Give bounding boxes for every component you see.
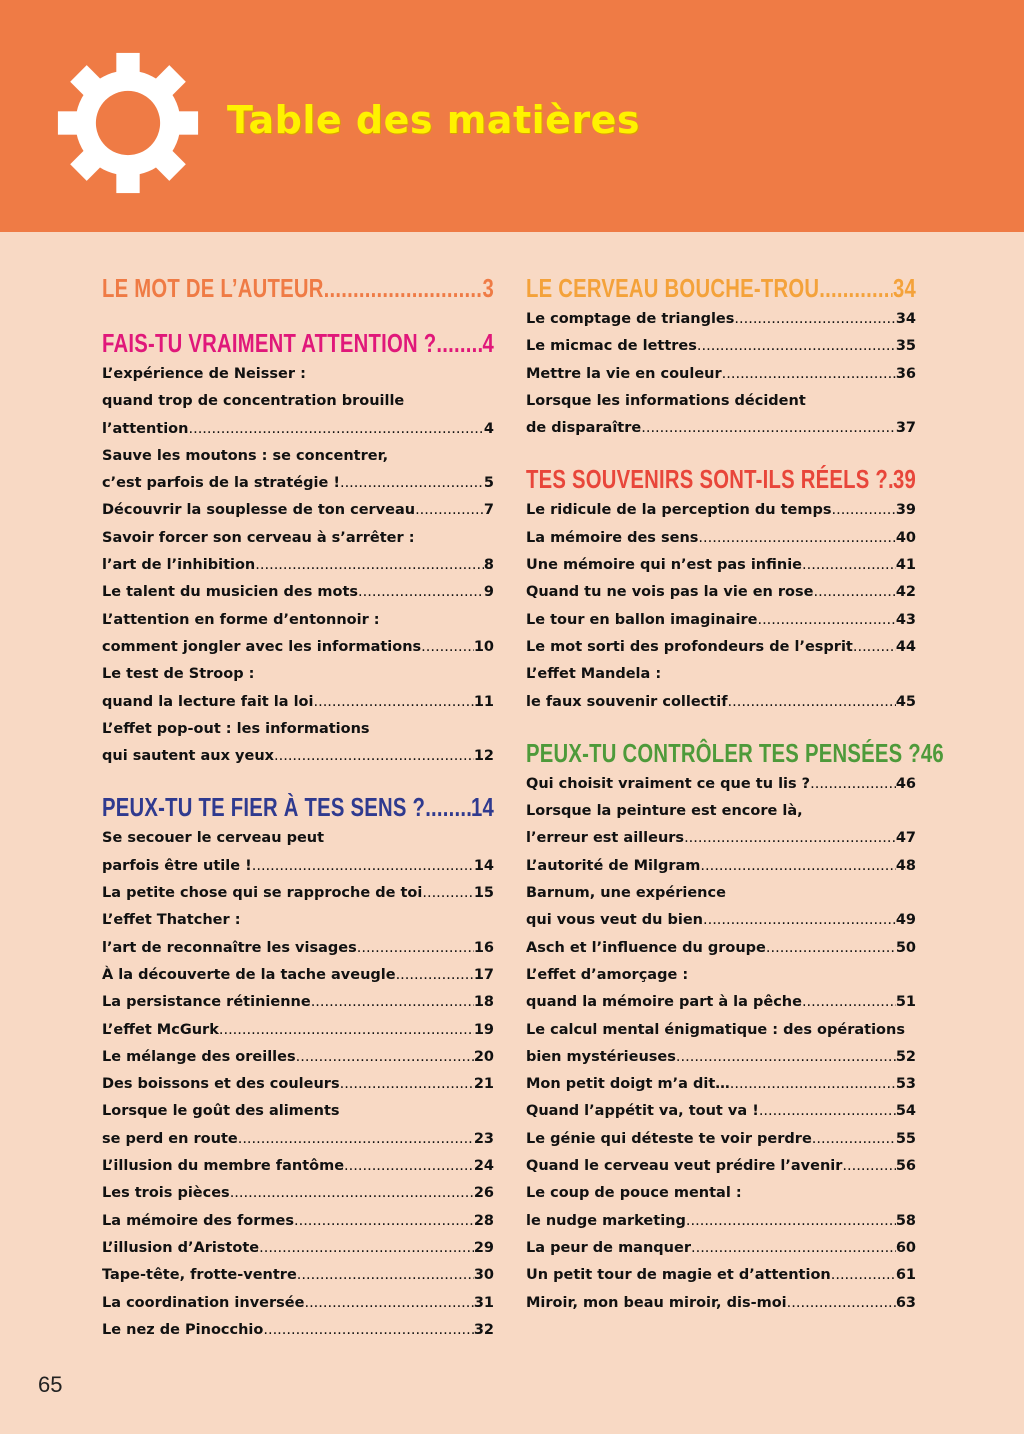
section-page: 39 xyxy=(892,464,916,495)
section-page: 34 xyxy=(892,273,916,303)
toc-section xyxy=(102,270,494,306)
entry-page: 17 xyxy=(473,966,494,983)
entry-title: Le mot sorti des profondeurs de l’esprit xyxy=(526,638,853,655)
dot-leader xyxy=(304,1290,473,1317)
toc-entry[interactable] xyxy=(102,497,494,524)
dot-leader xyxy=(436,325,482,361)
toc-entry[interactable] xyxy=(526,415,916,442)
entry-title: quand la mémoire part à la pêche xyxy=(526,994,802,1011)
entry-page: 45 xyxy=(895,693,916,710)
toc-entry[interactable] xyxy=(526,1098,916,1125)
dot-leader xyxy=(297,1262,474,1289)
entry-line[interactable]: Barnum, une expérience xyxy=(526,885,726,902)
toc-entry[interactable] xyxy=(526,607,916,634)
entry-title: La mémoire des formes xyxy=(102,1212,294,1229)
section-title: LE MOT DE L’AUTEUR xyxy=(102,273,324,303)
page-number: 65 xyxy=(38,1372,63,1397)
section-title: FAIS-TU VRAIMENT ATTENTION ? xyxy=(102,328,437,358)
section-page: 14 xyxy=(470,792,494,823)
entry-page: 30 xyxy=(473,1267,494,1284)
entry-page: 49 xyxy=(895,912,916,929)
toc-entry[interactable] xyxy=(102,416,494,443)
dot-leader xyxy=(357,935,474,962)
dot-leader xyxy=(684,825,896,852)
entry-page: 24 xyxy=(473,1158,494,1175)
entry-page: 51 xyxy=(895,994,916,1011)
dot-leader xyxy=(831,497,895,524)
dot-leader xyxy=(766,935,896,962)
section-heading[interactable] xyxy=(102,325,494,361)
entry-page: 52 xyxy=(895,1048,916,1065)
dot-leader xyxy=(814,579,896,606)
toc-entry[interactable] xyxy=(102,1180,494,1207)
toc-entry[interactable] xyxy=(526,771,916,798)
dot-leader xyxy=(802,989,896,1016)
entry-title: Tape-tête, frotte-ventre xyxy=(102,1267,297,1284)
entry-line[interactable]: Lorsque la peinture est encore là, xyxy=(526,803,803,820)
entry-page: 41 xyxy=(895,557,916,574)
page-title: Table des matières xyxy=(227,98,641,142)
toc-section xyxy=(102,789,494,1344)
dot-leader xyxy=(421,634,474,661)
toc-entry[interactable] xyxy=(102,1126,494,1153)
entry-title: La mémoire des sens xyxy=(526,529,699,546)
entry-page: 55 xyxy=(895,1130,916,1147)
toc-entry[interactable] xyxy=(102,989,494,1016)
entry-line[interactable]: Le test de Stroop : xyxy=(102,666,255,683)
dot-leader xyxy=(340,1071,474,1098)
entry-title: l’erreur est ailleurs xyxy=(526,830,685,847)
toc-section xyxy=(526,270,916,442)
entry-page: 18 xyxy=(473,994,494,1011)
dot-leader xyxy=(296,1044,474,1071)
dot-leader xyxy=(230,1180,474,1207)
toc-entry[interactable] xyxy=(102,1208,494,1235)
entry-title: l’art de l’inhibition xyxy=(102,557,256,574)
entry-page: 43 xyxy=(895,611,916,628)
dot-leader xyxy=(340,470,484,497)
section-title: LE CERVEAU BOUCHE-TROU xyxy=(526,273,820,303)
entry-page: 4 xyxy=(483,420,494,437)
toc-entry[interactable] xyxy=(526,689,916,716)
entry-title: À la découverte de la tache aveugle xyxy=(102,966,396,983)
toc-entry[interactable] xyxy=(102,689,494,716)
entry-title: parfois être utile ! xyxy=(102,857,252,874)
section-heading[interactable] xyxy=(526,461,916,497)
entry-page: 9 xyxy=(483,584,494,601)
dot-leader xyxy=(730,1071,896,1098)
entry-page: 56 xyxy=(895,1158,916,1175)
section-title: PEUX-TU CONTRÔLER TES PENSÉES ? xyxy=(526,737,921,768)
dot-leader xyxy=(641,415,896,442)
toc-entry[interactable] xyxy=(526,1071,916,1098)
entry-page: 26 xyxy=(473,1185,494,1202)
entry-title: de disparaître xyxy=(526,420,642,437)
entry-title: Mon petit doigt m’a dit… xyxy=(526,1076,730,1093)
dot-leader xyxy=(188,416,483,443)
toc-section xyxy=(526,461,916,715)
entry-page: 14 xyxy=(473,857,494,874)
entry-page: 39 xyxy=(895,502,916,519)
toc-right-column xyxy=(526,270,944,1317)
entry-title: Le mélange des oreilles xyxy=(102,1048,296,1065)
entry-page: 21 xyxy=(473,1076,494,1093)
entry-title: L’effet McGurk xyxy=(102,1021,219,1038)
toc-entry[interactable] xyxy=(526,497,916,524)
dot-leader xyxy=(700,853,895,880)
toc-entry[interactable] xyxy=(102,853,494,880)
dot-leader xyxy=(698,525,895,552)
section-spacer xyxy=(102,306,494,325)
dot-leader xyxy=(422,880,473,907)
dot-leader xyxy=(697,333,896,360)
section-heading[interactable] xyxy=(102,270,494,306)
dot-leader xyxy=(686,1208,896,1235)
entry-title: L’autorité de Milgram xyxy=(526,857,701,874)
entry-page: 19 xyxy=(473,1021,494,1038)
dot-leader xyxy=(425,789,471,825)
section-heading[interactable] xyxy=(526,270,916,306)
dot-leader xyxy=(787,1290,896,1317)
dot-leader xyxy=(728,689,896,716)
toc-entry[interactable] xyxy=(102,1235,494,1262)
entry-line[interactable]: L’effet Mandela : xyxy=(526,666,662,683)
entry-title: qui vous veut du bien xyxy=(526,912,703,929)
dot-leader xyxy=(324,270,483,306)
toc-left-column xyxy=(102,270,494,1344)
section-title: PEUX-TU TE FIER À TES SENS ? xyxy=(102,792,426,823)
entry-title: Des boissons et des couleurs xyxy=(102,1076,340,1093)
toc-entry[interactable] xyxy=(526,579,916,606)
entry-line[interactable]: Le calcul mental énigmatique : des opérations xyxy=(526,1021,905,1038)
entry-title: Mettre la vie en couleur xyxy=(526,365,722,382)
toc-entry[interactable] xyxy=(102,880,494,907)
entry-line[interactable]: quand trop de concentration brouille xyxy=(102,393,405,410)
dot-leader xyxy=(757,607,895,634)
toc-entry[interactable] xyxy=(102,1044,494,1071)
entry-title: Découvrir la souplesse de ton cerveau xyxy=(102,502,416,519)
entry-title: Le micmac de lettres xyxy=(526,338,697,355)
entry-line[interactable]: L’effet Thatcher : xyxy=(102,912,241,929)
entry-title: Miroir, mon beau miroir, dis-moi xyxy=(526,1294,787,1311)
entry-page: 32 xyxy=(473,1321,494,1338)
entry-title: qui sautent aux yeux xyxy=(102,748,274,765)
toc-entry[interactable] xyxy=(102,1071,494,1098)
dot-leader xyxy=(344,1153,474,1180)
dot-leader xyxy=(311,989,474,1016)
dot-leader xyxy=(263,1317,473,1344)
entry-title: L’illusion du membre fantôme xyxy=(102,1158,345,1175)
toc-entry[interactable] xyxy=(102,1017,494,1044)
entry-line[interactable]: Lorsque le goût des aliments xyxy=(102,1103,340,1120)
entry-page: 60 xyxy=(895,1239,916,1256)
section-spacer xyxy=(526,716,916,735)
dot-leader xyxy=(358,579,484,606)
toc-entry[interactable] xyxy=(526,1153,916,1180)
toc-entry[interactable] xyxy=(102,962,494,989)
gear-icon xyxy=(55,50,201,196)
entry-line[interactable]: L’expérience de Neisser : xyxy=(102,366,306,382)
entry-line[interactable]: L’effet d’amorçage : xyxy=(526,966,689,983)
entry-line[interactable]: L’effet pop-out : les informations xyxy=(102,720,370,737)
toc-entry[interactable] xyxy=(526,853,916,880)
entry-page: 15 xyxy=(473,885,494,902)
entry-page: 29 xyxy=(473,1239,494,1256)
dot-leader xyxy=(313,689,473,716)
entry-title: Une mémoire qui n’est pas infinie xyxy=(526,557,803,574)
dot-leader xyxy=(759,1098,896,1125)
entry-line[interactable]: Sauve les moutons : se concentrer, xyxy=(102,447,389,464)
entry-title: Asch et l’influence du groupe xyxy=(526,939,766,956)
dot-leader xyxy=(703,907,896,934)
dot-leader xyxy=(722,361,896,388)
entry-title: L’illusion d’Aristote xyxy=(102,1239,260,1256)
entry-page: 48 xyxy=(895,857,916,874)
entry-title: Quand l’appétit va, tout va ! xyxy=(526,1103,759,1120)
entry-page: 31 xyxy=(473,1294,494,1311)
toc-entry[interactable] xyxy=(526,361,916,388)
toc-entry[interactable] xyxy=(102,1290,494,1317)
toc-section xyxy=(526,735,944,1317)
dot-leader xyxy=(842,1153,895,1180)
entry-title: Quand tu ne vois pas la vie en rose xyxy=(526,584,814,601)
entry-title: se perd en route xyxy=(102,1130,238,1147)
entry-page: 47 xyxy=(895,830,916,847)
entry-page: 11 xyxy=(473,693,494,710)
entry-page: 61 xyxy=(895,1267,916,1284)
entry-page: 54 xyxy=(895,1103,916,1120)
dot-leader xyxy=(831,1262,896,1289)
entry-page: 35 xyxy=(895,338,916,355)
toc-entry[interactable] xyxy=(102,935,494,962)
dot-leader xyxy=(396,962,474,989)
entry-page: 50 xyxy=(895,939,916,956)
entry-title: quand la lecture fait la loi xyxy=(102,693,314,710)
toc-entry[interactable] xyxy=(526,825,916,852)
toc-entry[interactable] xyxy=(526,634,916,661)
entry-page: 34 xyxy=(895,311,916,327)
dot-leader xyxy=(812,1126,896,1153)
section-heading[interactable] xyxy=(526,735,944,771)
toc-entry[interactable] xyxy=(526,907,916,934)
entry-page: 37 xyxy=(895,420,916,437)
entry-page: 36 xyxy=(895,365,916,382)
entry-page: 58 xyxy=(895,1212,916,1229)
entry-line[interactable]: Se secouer le cerveau peut xyxy=(102,830,325,847)
toc-entry[interactable] xyxy=(526,989,916,1016)
entry-title: La persistance rétinienne xyxy=(102,994,311,1011)
entry-title: Quand le cerveau veut prédire l’avenir xyxy=(526,1158,843,1175)
section-page: 46 xyxy=(920,737,944,768)
toc-entry[interactable] xyxy=(526,1262,916,1289)
entry-page: 23 xyxy=(473,1130,494,1147)
dot-leader xyxy=(252,853,474,880)
toc-entry[interactable] xyxy=(102,470,494,497)
dot-leader xyxy=(238,1126,474,1153)
toc-entry[interactable] xyxy=(526,1044,916,1071)
entry-line[interactable]: Savoir forcer son cerveau à s’arrêter : xyxy=(102,529,415,546)
entry-title: Qui choisit vraiment ce que tu lis ? xyxy=(526,775,811,792)
entry-page: 7 xyxy=(483,502,494,519)
toc-entry[interactable] xyxy=(102,552,494,579)
entry-page: 10 xyxy=(473,638,494,655)
section-spacer xyxy=(526,442,916,461)
toc-entry[interactable] xyxy=(526,1208,916,1235)
section-heading[interactable] xyxy=(102,789,494,825)
toc-section xyxy=(102,325,494,770)
entry-title: Le ridicule de la perception du temps xyxy=(526,502,832,519)
entry-title: l’art de reconnaître les visages xyxy=(102,939,357,956)
toc-entry[interactable] xyxy=(526,1235,916,1262)
dot-leader xyxy=(259,1235,474,1262)
toc-entry[interactable] xyxy=(102,1317,494,1344)
entry-title: bien mystérieuses xyxy=(526,1048,676,1065)
dot-leader xyxy=(676,1044,896,1071)
section-title: TES SOUVENIRS SONT-ILS RÉELS ? xyxy=(526,464,888,495)
entry-title: l’attention xyxy=(102,420,189,437)
dot-leader xyxy=(810,771,896,798)
toc-entry[interactable] xyxy=(102,1153,494,1180)
entry-title: Un petit tour de magie et d’attention xyxy=(526,1267,831,1284)
header-banner xyxy=(0,0,1024,232)
toc-entry[interactable] xyxy=(102,743,494,770)
entry-title: le nudge marketing xyxy=(526,1212,686,1229)
entry-line[interactable]: Lorsque les informations décident xyxy=(526,392,806,409)
toc-entry[interactable] xyxy=(102,579,494,606)
section-page: 3 xyxy=(482,273,494,303)
entry-title: Le talent du musicien des mots xyxy=(102,584,359,601)
dot-leader xyxy=(691,1235,896,1262)
toc-entry[interactable] xyxy=(526,935,916,962)
section-page: 4 xyxy=(482,328,494,358)
toc-entry[interactable] xyxy=(526,552,916,579)
dot-leader xyxy=(294,1208,474,1235)
entry-page: 42 xyxy=(895,584,916,601)
entry-title: La petite chose qui se rapproche de toi xyxy=(102,885,423,902)
entry-title: Le génie qui déteste te voir perdre xyxy=(526,1130,812,1147)
entry-page: 8 xyxy=(483,557,494,574)
entry-title: Le comptage de triangles xyxy=(526,311,735,327)
entry-title: comment jongler avec les informations xyxy=(102,638,422,655)
entry-title: le faux souvenir collectif xyxy=(526,693,728,710)
dot-leader xyxy=(802,552,896,579)
entry-page: 46 xyxy=(895,775,916,792)
entry-title: Les trois pièces xyxy=(102,1185,230,1202)
dot-leader xyxy=(255,552,484,579)
toc-entry[interactable] xyxy=(526,525,916,552)
entry-page: 12 xyxy=(473,748,494,765)
entry-title: La coordination inversée xyxy=(102,1294,305,1311)
dot-leader xyxy=(274,743,474,770)
entry-page: 40 xyxy=(895,529,916,546)
entry-page: 16 xyxy=(473,939,494,956)
dot-leader xyxy=(219,1017,474,1044)
entry-title: Le nez de Pinocchio xyxy=(102,1321,264,1338)
dot-leader xyxy=(734,306,895,333)
toc-entry[interactable] xyxy=(102,634,494,661)
dot-leader xyxy=(819,270,893,306)
dot-leader xyxy=(415,497,484,524)
toc-entry[interactable] xyxy=(526,1126,916,1153)
toc-entry[interactable] xyxy=(526,1290,916,1317)
section-spacer xyxy=(102,770,494,789)
entry-page: 5 xyxy=(483,475,494,492)
entry-page: 28 xyxy=(473,1212,494,1229)
entry-title: c’est parfois de la stratégie ! xyxy=(102,475,340,492)
entry-page: 20 xyxy=(473,1048,494,1065)
dot-leader xyxy=(853,634,896,661)
entry-line[interactable]: L’attention en forme d’entonnoir : xyxy=(102,611,380,628)
toc-entry[interactable] xyxy=(526,333,916,360)
toc-entry[interactable] xyxy=(526,306,916,333)
entry-line[interactable]: Le coup de pouce mental : xyxy=(526,1185,742,1202)
entry-page: 63 xyxy=(895,1294,916,1311)
entry-title: La peur de manquer xyxy=(526,1239,691,1256)
entry-page: 44 xyxy=(895,638,916,655)
entry-page: 53 xyxy=(895,1076,916,1093)
entry-title: Le tour en ballon imaginaire xyxy=(526,611,758,628)
toc-entry[interactable] xyxy=(102,1262,494,1289)
